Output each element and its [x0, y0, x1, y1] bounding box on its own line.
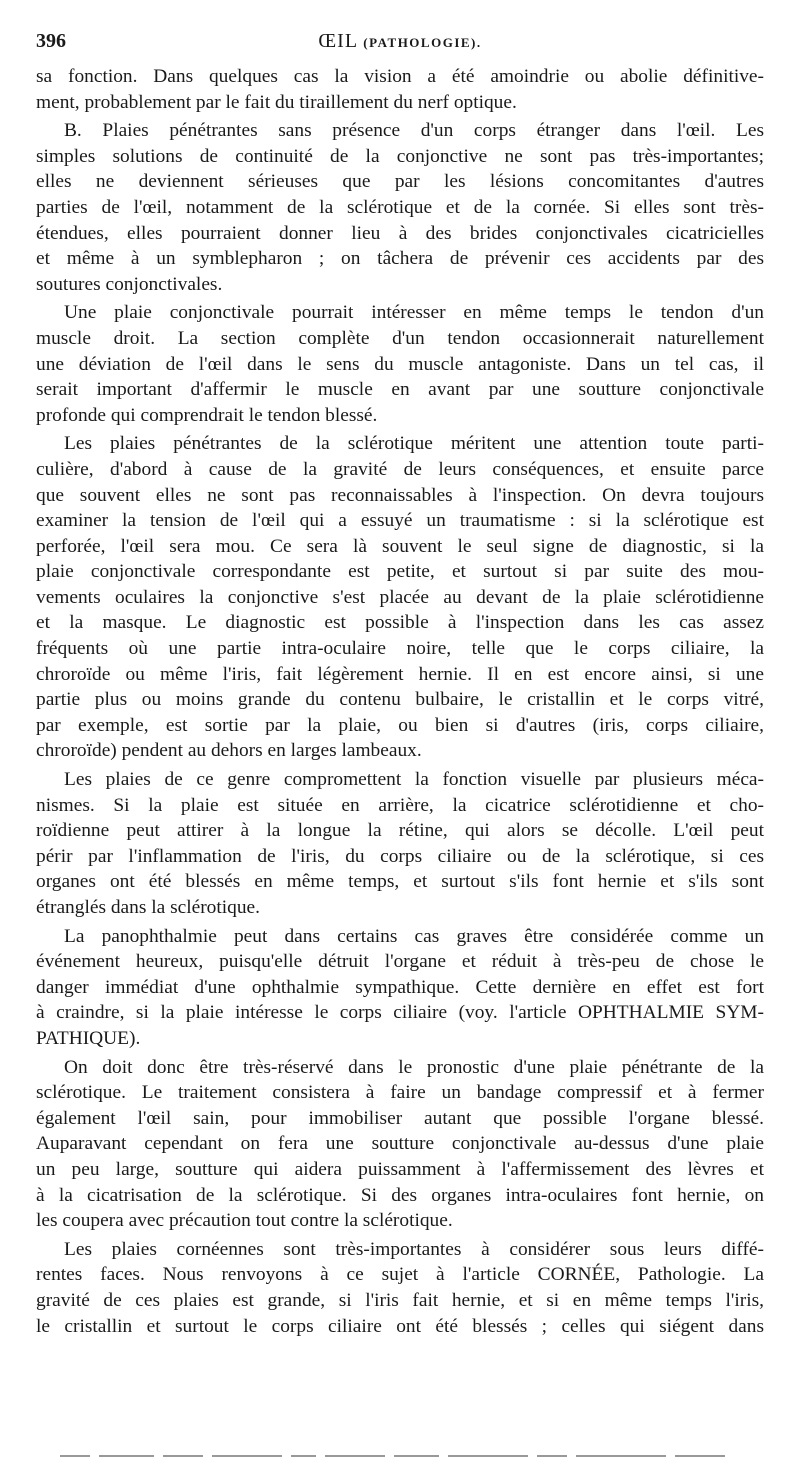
text-line: serait important d'affermir le muscle en avant par une soutture conjonctivale	[36, 379, 764, 401]
running-title-main: ŒIL	[318, 30, 358, 52]
text-line: fréquents où une partie intra-oculaire noire, telle que le corps ciliaire, la	[36, 638, 764, 660]
text-line: étendues, elles pourraient donner lieu à des brides conjonctivales cicatricielles	[36, 222, 764, 244]
text-line: elles ne deviennent sérieuses que par les lésions concomitantes d'autres	[36, 171, 764, 193]
running-title-sub: (PATHOLOGIE).	[363, 35, 482, 50]
text-line: plaie conjonctivale correspondante est petite, et surtout si par suite des mou-	[36, 561, 764, 583]
text-line: La panophthalmie peut dans certains cas graves être considérée comme un	[64, 925, 764, 947]
text-line: sa fonction. Dans quelques cas la vision a été amoindrie ou abolie définitive-	[36, 66, 764, 87]
text-line: Les plaies cornéennes sont très-importantes à considérer sous leurs diffé-	[64, 1238, 764, 1260]
text-line: On doit donc être très-réservé dans le pronostic d'une plaie pénétrante de la	[64, 1056, 764, 1078]
text-line: chroroïde ou même l'iris, fait légèrement hernie. Il en est encore ainsi, si une	[36, 663, 764, 685]
text-line: un peu large, soutture qui aidera puissamment à l'affermissement des lèvres et	[36, 1158, 764, 1180]
text-line: simples solutions de continuité de la conjonctive ne sont pas très-importantes;	[36, 145, 764, 167]
text-line: étranglés dans la sclérotique.	[36, 897, 260, 918]
text-line: le cristallin et surtout le corps ciliaire ont été blessés ; celles qui siégent dans	[36, 1315, 764, 1337]
text-line: et même à un symblepharon ; on tâchera de prévenir ces accidents par des	[36, 248, 764, 270]
text-line: roïdienne peut attirer à la longue la rétine, qui alors se décolle. L'œil peut	[36, 820, 764, 842]
text-line: événement heureux, puisqu'elle détruit l'organe et réduit à très-peu de chose le	[36, 951, 764, 973]
text-line: examiner la tension de l'œil qui a essuyé un traumatisme : si la sclérotique est	[36, 510, 764, 532]
text-line: à la cicatrisation de la sclérotique. Si des organes intra-oculaires font hernie, on	[36, 1184, 764, 1206]
page-header	[36, 30, 764, 60]
text-line: une déviation de l'œil dans le sens du muscle antagoniste. Dans un tel cas, il	[36, 353, 764, 375]
page-body	[36, 64, 764, 1339]
text-line: rentes faces. Nous renvoyons à ce sujet à l'article CORNÉE, Pathologie. La	[36, 1264, 764, 1286]
text-line: Les plaies de ce genre compromettent la fonction visuelle par plusieurs méca-	[64, 769, 764, 791]
text-line: organes ont été blessés en même temps, et surtout s'ils font hernie et s'ils sont	[36, 871, 764, 893]
text-line: également l'œil sain, pour immobiliser autant que possible l'organe blessé.	[36, 1107, 764, 1129]
text-line: ment, probablement par le fait du tiraillement du nerf optique.	[36, 91, 517, 113]
text-line: gravité de ces plaies est grande, si l'iris fait hernie, et si en même temps l'iris,	[36, 1289, 764, 1311]
text-line: profonde qui comprendrait le tendon blessé.	[36, 404, 378, 426]
text-line: danger immédiat d'une ophthalmie sympathique. Cette dernière en effet est fort	[36, 976, 764, 998]
text-line: que souvent elles ne sont pas reconnaissables à l'inspection. On devra toujours	[36, 484, 764, 506]
text-line: soutures conjonctivales.	[36, 273, 223, 295]
text-line: vements oculaires la conjonctive s'est placée au devant de la plaie sclérotidienne	[36, 586, 764, 608]
text-line: perforée, l'œil sera mou. Ce sera là souvent le seul signe de diagnostic, si la	[36, 535, 764, 557]
text-line: Une plaie conjonctivale pourrait intéresser en même temps le tendon d'un	[64, 302, 764, 324]
text-line: Auparavant cependant on fera une soutture conjonctivale au-dessus d'une plaie	[36, 1133, 764, 1155]
text-line: les coupera avec précaution tout contre la sclérotique.	[36, 1210, 453, 1232]
text-line: culière, d'abord à cause de la gravité de leurs conséquences, et ensuite parce	[36, 458, 764, 480]
text-line: chroroïde) pendent au dehors en larges lambeaux.	[36, 740, 422, 762]
page-number: 396	[36, 30, 66, 52]
text-line: muscle droit. La section complète d'un tendon occasionnerait naturellement	[36, 327, 764, 349]
running-title	[36, 30, 764, 53]
text-line: et la masque. Le diagnostic est possible à l'inspection dans les cas assez	[36, 612, 764, 634]
footer-rule	[60, 1447, 760, 1453]
text-line: partie plus ou moins grande du contenu bulbaire, le cristallin et le corps vitré,	[36, 689, 764, 711]
text-line: Les plaies pénétrantes de la sclérotique méritent une attention toute parti-	[64, 433, 764, 455]
text-line: par exemple, est sortie par la plaie, ou bien si d'autres (iris, corps ciliaire,	[36, 714, 764, 736]
text-line: B. Plaies pénétrantes sans présence d'un corps étranger dans l'œil. Les	[64, 120, 764, 142]
text-line: nismes. Si la plaie est située en arrière, la cicatrice sclérotidienne et cho-	[36, 794, 764, 816]
text-line: à craindre, si la plaie intéresse le corps ciliaire (voy. l'article OPHTHALMIE SYM-	[36, 1002, 764, 1024]
text-line: PATHIQUE).	[36, 1027, 141, 1049]
text-line: parties de l'œil, notamment de la sclérotique et de la cornée. Si elles sont très-	[36, 196, 764, 218]
text-line: sclérotique. Le traitement consistera à faire un bandage compressif et à fermer	[36, 1082, 764, 1104]
text-line: périr par l'inflammation de l'iris, du corps ciliaire ou de la sclérotique, si ces	[36, 845, 764, 867]
